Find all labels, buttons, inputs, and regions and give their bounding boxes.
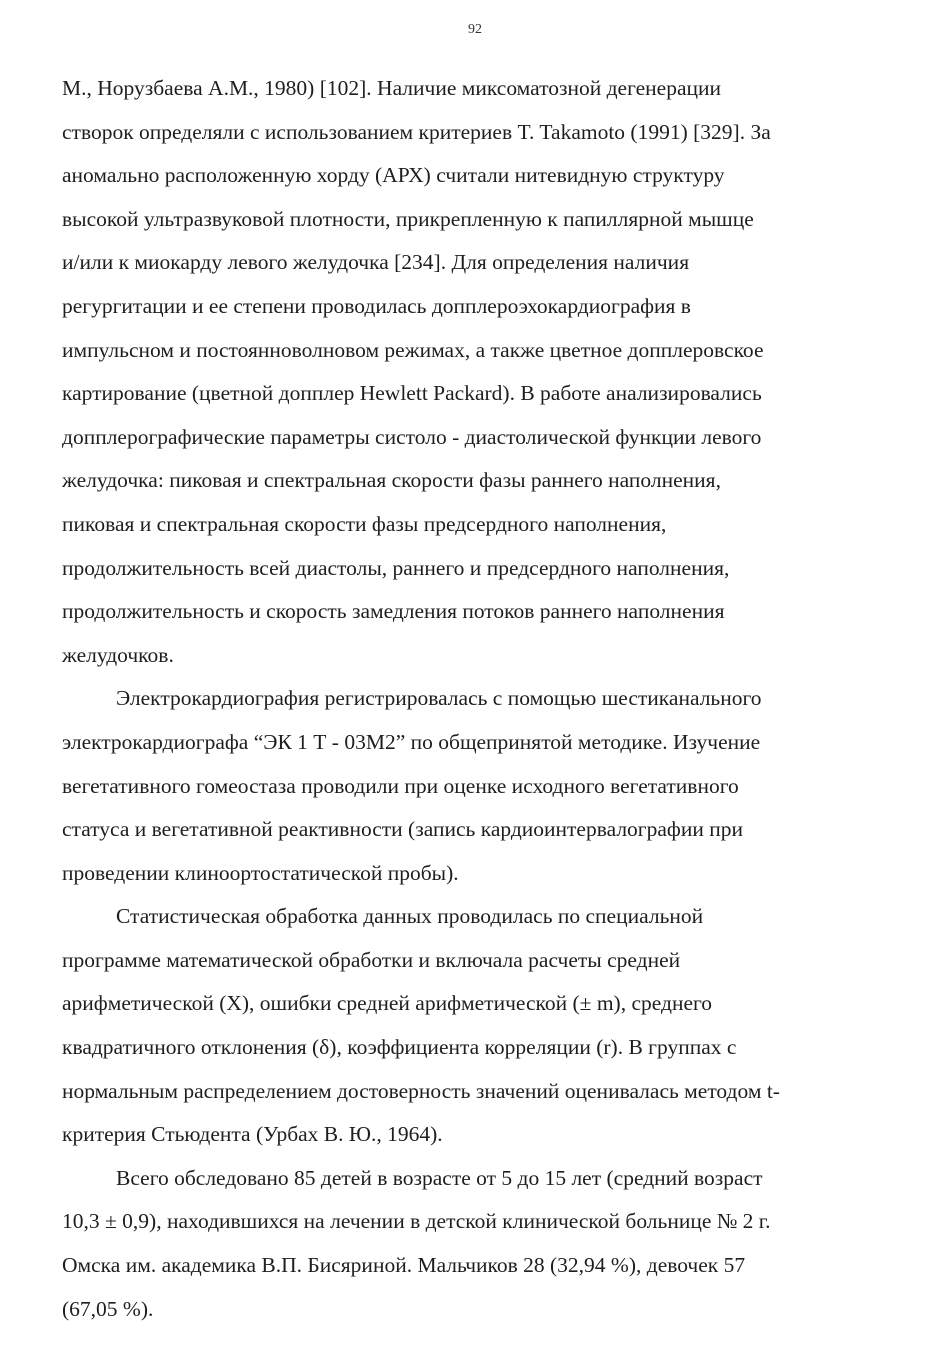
text-line: М., Норузбаева А.М., 1980) [102]. Наличие миксоматозной дегенерации (62, 76, 722, 100)
paragraph-first-line: Статистическая обработка данных проводилась по специальной (116, 904, 704, 929)
text-line: и/или к миокарду левого желудочка [234]. Для определения наличия (62, 250, 690, 275)
text-line: критерия Стьюдента (Урбах В. Ю., 1964). (62, 1122, 443, 1147)
text-line: продолжительность и скорость замедления потоков раннего наполнения (62, 599, 725, 624)
text-line: программе математической обработки и включала расчеты средней (62, 947, 681, 972)
text-line: желудочков. (62, 642, 174, 667)
text-line: продолжительность всей диастолы, раннего и предсердного наполнения, (62, 555, 730, 580)
text-line: 10,3 ± 0,9), находившихся на лечении в детской клинической больнице № 2 г. (62, 1209, 771, 1234)
text-line: проведении клиноортостатической пробы). (62, 860, 459, 885)
text-line: желудочка: пиковая и спектральная скорости фазы раннего наполнения, (62, 468, 721, 493)
text-line: нормальным распределением достоверность значений оценивалась методом t- (62, 1078, 780, 1103)
text-line: электрокардиографа “ЭК 1 Т - 03М2” по общепринятой методике. Изучение (62, 729, 761, 754)
text-line: пиковая и спектральная скорости фазы предсердного наполнения, (62, 511, 667, 536)
paragraph-first-line: Всего обследовано 85 детей в возрасте от 5 до 15 лет (средний возраст (116, 1165, 763, 1190)
text-line: Омска им. академика В.П. Бисяриной. Мальчиков 28 (32,94 %), девочек 57 (62, 1253, 746, 1278)
text-line: арифметической (X), ошибки средней арифметической (± m), среднего (62, 991, 713, 1016)
text-line: статуса и вегетативной реактивности (запись кардиоинтервалографии при (62, 817, 743, 842)
text-line: аномально расположенную хорду (АРХ) считали нитевидную структуру (62, 163, 725, 188)
text-line: вегетативного гомеостаза проводили при оценке исходного вегетативного (62, 773, 739, 798)
text-line: допплерографические параметры систоло - диастолической функции левого (62, 424, 762, 449)
text-line: картирование (цветной допплер Hewlett Packard). В работе анализировались (62, 381, 762, 406)
text-line: регургитации и ее степени проводилась допплероэхокардиография в (62, 293, 691, 318)
text-line: (67,05 %). (62, 1296, 154, 1321)
paragraph-first-line: Электрокардиография регистрировалась с помощью шестиканального (116, 686, 762, 711)
page-number: 92 (468, 22, 482, 37)
text-line: створок определяли с использованием критериев T. Takamoto (1991) [329]. За (62, 119, 771, 144)
text-line: высокой ультразвуковой плотности, прикрепленную к папиллярной мышце (62, 206, 754, 231)
document-body (62, 72, 902, 1336)
text-line: квадратичного отклонения (δ), коэффициента корреляции (r). В группах с (62, 1035, 737, 1060)
text-line: импульсном и постоянноволновом режимах, а также цветное допплеровское (62, 337, 764, 362)
